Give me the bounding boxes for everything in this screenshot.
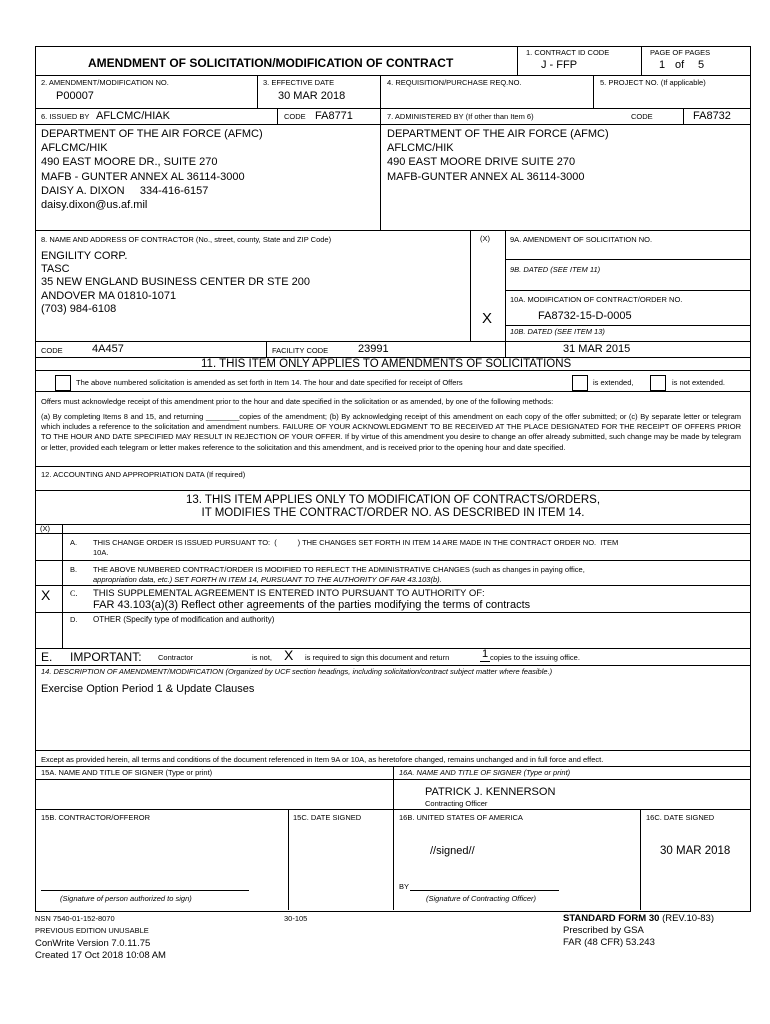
footer-far: FAR (48 CFR) 53.243: [563, 937, 655, 948]
rule: [35, 524, 751, 525]
project-no-label: 5. PROJECT NO. (If applicable): [600, 78, 706, 87]
by-label: BY: [399, 882, 410, 891]
item-13-heading: [35, 494, 751, 520]
modification-no-label: 10A. MODIFICATION OF CONTRACT/ORDER NO.: [510, 295, 683, 304]
modification-x-mark: X: [482, 310, 493, 327]
contractor-label: 8. NAME AND ADDRESS OF CONTRACTOR (No., street, county, State and ZIP Code): [41, 235, 332, 244]
address-line: TASC: [41, 263, 70, 276]
rule: [257, 75, 258, 108]
footer-previous-edition: PREVIOUS EDITION UNUSABLE: [35, 926, 149, 935]
option-d-text: OTHER (Specify type of modification and authority): [93, 615, 275, 624]
contract-id-code-value: J - FFP: [541, 59, 578, 71]
rule: [505, 230, 506, 357]
item-11-paragraph: (a) By completing Items 8 and 15, and returning ________copies of the amendment; (b) By acknowledging receipt of this amendment on each copy of the offer submitted; or (c) By separate letter or telegram which includes a reference to the solicitation and amendment numbers. FAILURE OF YOUR ACKNOWLEDGMENT TO BE RECEIVED AT THE PLACE DESIGNATED FOR THE RECEIPT OF OFFERS PRIOR TO THE HOUR AND DATE SPECIFIED MAY RESULT IN REJECTION OF YOUR OFFER. If by virtue of this amendment you desire to change an offer already submitted, such change may be made by telegram or letter, provided each telegram or letter makes reference to the solicitation and this amendment, and is received prior to the opening hour and date specified.: [41, 412, 741, 452]
important-contractor: Contractor: [158, 653, 194, 662]
address-line: DEPARTMENT OF THE AIR FORCE (AFMC): [387, 128, 609, 140]
rule: [35, 665, 751, 666]
date-16c-value: 30 MAR 2018: [660, 845, 731, 857]
address-line: MAFB - GUNTER ANNEX AL 36114-3000: [41, 170, 245, 183]
description-label: 14. DESCRIPTION OF AMENDMENT/MODIFICATION (Organized by UCF section headings, including solicitation/contract subject matter where feasible.): [41, 667, 553, 676]
rule: [35, 648, 751, 649]
except-text: Except as provided herein, all terms and conditions of the document referenced in Item 9A or 10A, as heretofore changed, remains unchanged and in full force and effect.: [41, 755, 604, 764]
rule: [641, 46, 642, 75]
page-number: 1: [659, 59, 666, 71]
address-line: (703) 984-6108: [41, 302, 117, 315]
copies-number: 1: [482, 648, 489, 660]
option-a-text: THIS CHANGE ORDER IS ISSUED PURSUANT TO: ( ) THE CHANGES SET FORTH IN ITEM 14 ARE MADE IN THE CONTRACT ORDER NO. ITEM: [93, 538, 619, 547]
amended-checkbox[interactable]: [55, 375, 71, 391]
option-b-letter: B.: [70, 565, 78, 574]
requisition-label: 4. REQUISITION/PURCHASE REQ.NO.: [387, 78, 522, 87]
issued-by-value: AFLCMC/HIAK: [96, 110, 170, 122]
not-extended-label: is not extended.: [672, 378, 725, 387]
rule: [277, 108, 278, 124]
contractor-signature-line: [41, 890, 249, 891]
important-x-mark: X: [284, 647, 294, 663]
item-11-line-1: The above numbered solicitation is amended as set forth in Item 14. The hour and date specified for receipt of Offers: [76, 378, 463, 387]
rule: [35, 391, 751, 392]
option-c-x-mark: X: [41, 587, 51, 603]
address-line: ANDOVER MA 01810-1071: [41, 289, 177, 302]
x-column-label: (X): [480, 234, 490, 243]
signer-15a-label: 15A. NAME AND TITLE OF SIGNER (Type or print): [41, 768, 213, 777]
address-line: AFLCMC/HIK: [387, 142, 454, 155]
rule: [380, 75, 381, 230]
issued-code-label: CODE: [284, 112, 306, 121]
rule: [393, 766, 394, 910]
extended-checkbox[interactable]: [572, 375, 588, 391]
rule: [35, 108, 751, 109]
footer-nsn: NSN 7540-01-152-8070: [35, 914, 115, 923]
rule: [35, 124, 751, 125]
rule: [35, 75, 751, 76]
admin-code-value: FA8732: [693, 110, 731, 122]
option-c-authority: FAR 43.103(a)(3) Reflect other agreements of the parties modifying the terms of contracts: [93, 599, 531, 611]
option-d-letter: D.: [70, 615, 78, 624]
rule: [505, 259, 751, 260]
rule: [517, 46, 518, 75]
rule: [35, 612, 751, 613]
x-column-label: (X): [40, 524, 50, 533]
option-c-text: THIS SUPPLEMENTAL AGREEMENT IS ENTERED INTO PURSUANT TO AUTHORITY OF:: [93, 588, 485, 599]
page-total: 5: [698, 59, 705, 71]
issued-code-value: FA8771: [315, 110, 353, 122]
date-signed-15c-label: 15C. DATE SIGNED: [293, 813, 362, 822]
rule: [640, 809, 641, 910]
copies-text: copies to the issuing office.: [490, 653, 580, 662]
option-b-text-2: appropriation data, etc.) SET FORTH IN ITEM 14, PURSUANT TO THE AUTHORITY OF FAR 43.103(b).: [93, 575, 442, 584]
signer-name: PATRICK J. KENNERSON: [425, 786, 556, 798]
rule: [35, 750, 751, 751]
extended-label: is extended,: [593, 378, 634, 387]
address-line: DAISY A. DIXON 334-416-6157: [41, 184, 209, 197]
important-is-not: is not,: [252, 653, 273, 662]
important-required-text: is required to sign this document and return: [305, 653, 450, 662]
page-of-pages-label: PAGE OF PAGES: [650, 48, 711, 57]
rule: [683, 108, 684, 124]
footer-prescribed: Prescribed by GSA: [563, 925, 644, 936]
item-11-heading: 11. THIS ITEM ONLY APPLIES TO AMENDMENTS OF SOLICITATIONS: [201, 358, 572, 370]
rule: [505, 290, 751, 291]
rule: [505, 325, 751, 326]
contractor-address: [41, 250, 310, 316]
option-c-letter: C.: [70, 589, 78, 598]
item-11-line-2: Offers must acknowledge receipt of this amendment prior to the hour and date specified in the solicitation or as amended, by one of the following methods:: [41, 397, 554, 406]
rule: [35, 341, 751, 342]
standard-form-rev: (REV.10-83): [662, 913, 714, 924]
modification-no-value: FA8732-15-D-0005: [538, 310, 632, 322]
effective-date-label: 3. EFFECTIVE DATE: [263, 78, 335, 87]
rule: [470, 230, 471, 341]
footer-conwrite: ConWrite Version 7.0.11.75: [35, 938, 151, 949]
facility-code-value: 23991: [358, 343, 389, 355]
address-line: ENGILITY CORP.: [41, 250, 128, 262]
issued-address: [41, 127, 263, 212]
footer-standard-form: [563, 913, 714, 924]
contractor-code-value: 4A457: [92, 343, 124, 355]
contract-id-code-label: 1. CONTRACT ID CODE: [526, 48, 610, 57]
officer-signature-line: [410, 890, 559, 891]
address-line: 490 EAST MOORE DR., SUITE 270: [41, 156, 218, 169]
form-title: AMENDMENT OF SOLICITATION/MODIFICATION OF CONTRACT: [88, 56, 454, 70]
dated-10b-label: 10B. DATED (SEE ITEM 13): [510, 327, 605, 336]
effective-date-value: 30 MAR 2018: [278, 90, 346, 102]
address-email: daisy.dixon@us.af.mil: [41, 199, 148, 212]
rule: [35, 230, 751, 231]
rule: [288, 809, 289, 910]
important-e-letter: E.: [41, 650, 53, 664]
address-line: MAFB-GUNTER ANNEX AL 36114-3000: [387, 170, 585, 183]
not-extended-checkbox[interactable]: [650, 375, 666, 391]
admin-address: [387, 127, 609, 184]
option-a-letter: A.: [70, 538, 78, 547]
rule: [35, 560, 751, 561]
dated-9b-label: 9B. DATED (SEE ITEM 11): [510, 265, 601, 274]
contractor-signature-caption: (Signature of person authorized to sign): [60, 894, 192, 903]
contractor-offeror-label: 15B. CONTRACTOR/OFFEROR: [41, 813, 151, 822]
option-b-text: THE ABOVE NUMBERED CONTRACT/ORDER IS MODIFIED TO REFLECT THE ADMINISTRATIVE CHANGES (such as changes in paying office,: [93, 565, 585, 574]
option-a-text-2: 10A.: [93, 548, 109, 557]
issued-by-label: 6. ISSUED BY: [41, 112, 90, 121]
address-line: 35 NEW ENGLAND BUSINESS CENTER DR STE 200: [41, 276, 310, 289]
address-line: DEPARTMENT OF THE AIR FORCE (AFMC): [41, 128, 263, 140]
description-value: Exercise Option Period 1 & Update Clauses: [41, 683, 255, 695]
rule: [62, 524, 63, 648]
usa-label: 16B. UNITED STATES OF AMERICA: [399, 813, 523, 822]
page-of-label: of: [675, 59, 685, 71]
signed-mark: //signed//: [430, 845, 475, 857]
officer-signature-caption: (Signature of Contracting Officer): [426, 894, 537, 903]
amendment-no-value: P00007: [56, 90, 94, 102]
amendment-of-solicitation-label: 9A. AMENDMENT OF SOLICITATION NO.: [510, 235, 653, 244]
dated-10b-value: 31 MAR 2015: [563, 343, 631, 355]
signer-title: Contracting Officer: [425, 799, 488, 808]
accounting-label: 12. ACCOUNTING AND APPROPRIATION DATA (If required): [41, 470, 246, 479]
item-13-heading-line: 13. THIS ITEM APPLIES ONLY TO MODIFICATION OF CONTRACTS/ORDERS,: [185, 494, 601, 506]
item-13-heading-line: IT MODIFIES THE CONTRACT/ORDER NO. AS DESCRIBED IN ITEM 14.: [201, 507, 585, 519]
important-label: IMPORTANT:: [70, 650, 142, 664]
footer-form-no: 30-105: [284, 914, 308, 923]
rule: [35, 490, 751, 491]
rule: [266, 341, 267, 357]
signer-16a-label: 16A. NAME AND TITLE OF SIGNER (Type or print): [399, 768, 571, 777]
footer-created: Created 17 Oct 2018 10:08 AM: [35, 950, 166, 961]
address-line: 490 EAST MOORE DRIVE SUITE 270: [387, 156, 576, 169]
admin-code-label: CODE: [631, 112, 653, 121]
date-signed-16c-label: 16C. DATE SIGNED: [646, 813, 715, 822]
amendment-no-label: 2. AMENDMENT/MODIFICATION NO.: [41, 78, 169, 87]
administered-by-label: 7. ADMINISTERED BY (If other than Item 6): [387, 112, 534, 121]
rule: [593, 75, 594, 108]
rule: [35, 466, 751, 467]
contractor-code-label: CODE: [41, 346, 63, 355]
rule: [35, 533, 751, 534]
facility-code-label: FACILITY CODE: [272, 346, 329, 355]
rule: [35, 585, 751, 586]
standard-form-title: STANDARD FORM 30: [563, 913, 660, 924]
address-line: AFLCMC/HIK: [41, 142, 108, 155]
